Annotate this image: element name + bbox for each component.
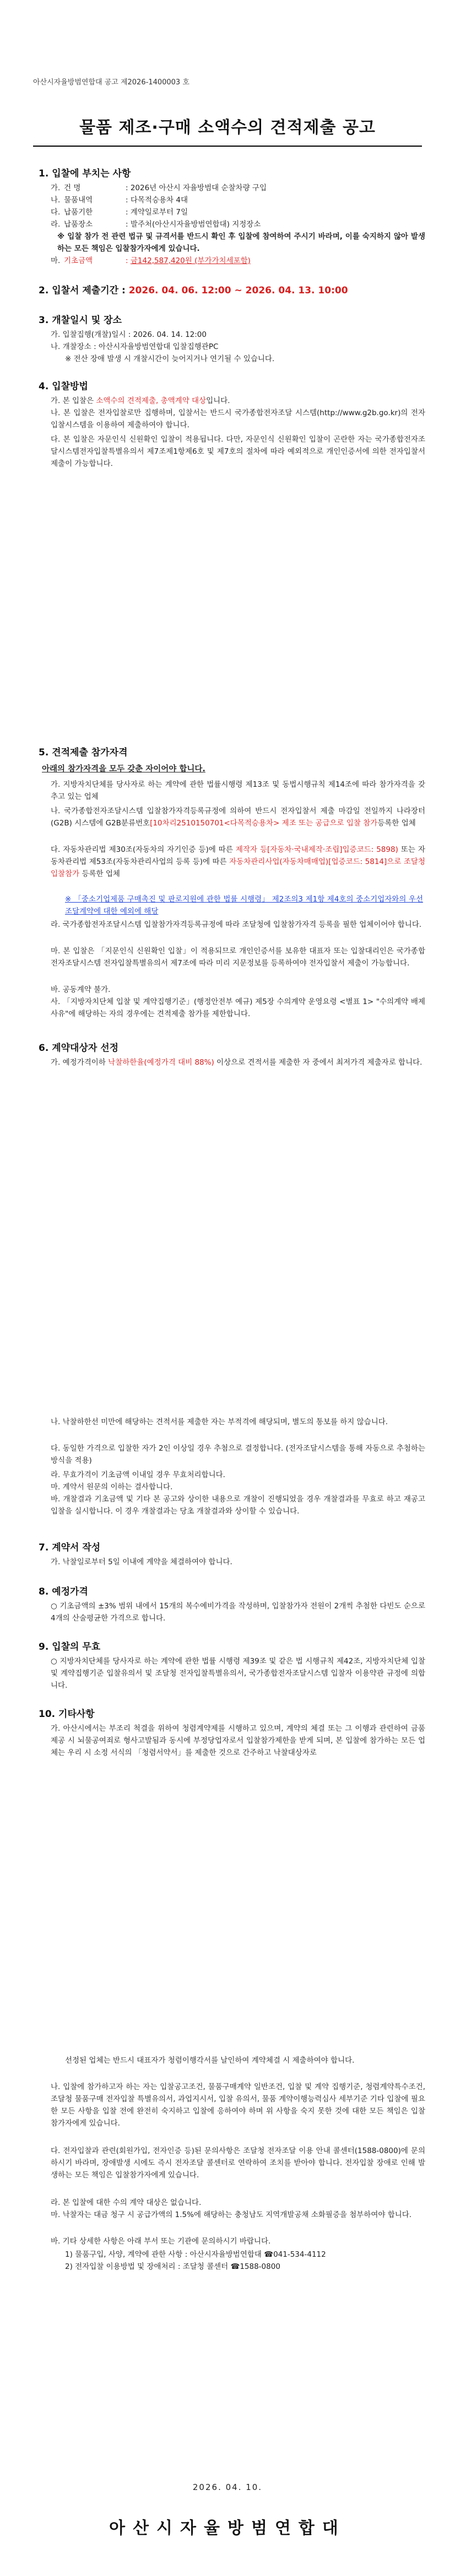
s5-item-b: 나. 국가종합전자조달시스템 입찰참가자격등록규정에 의하여 반드시 전자입찰서 제출 마감일 전일까지 나라장터(G2B) 시스템에 G2B분류번호[10차리2510150701<다목적승용차> 제조 또는 공급으로 입찰 참가등록한 업체	[51, 807, 425, 828]
submission-period: 2026. 04. 06. 12:00 ~ 2026. 04. 13. 10:00	[128, 285, 348, 296]
section-7-heading: 7. 계약서 작성	[39, 1542, 101, 1553]
s6-item-e: 마. 계약서 원문의 이하는 결사합니다.	[51, 1483, 173, 1491]
notice-date: 2026. 04. 10.	[192, 2482, 263, 2492]
issuing-organization: 아산시자율방범연합대	[109, 2519, 346, 2538]
section-8-heading: 8. 예정가격	[39, 1586, 88, 1597]
section-3-heading: 3. 개찰일시 및 장소	[39, 315, 122, 326]
s5-item-g: 사. 「지방자치단체 입찰 및 계약집행기준」(행정안전부 예규) 제5장 수의계약 운영요령 <별표 1> "수의계약 배제사유"에 해당하는 자의 경우에는 견적제출 참가를 제한합니다.	[51, 997, 425, 1018]
s1-note: ※ 입찰 참가 전 관련 법규 및 규격서를 반드시 확인 후 입찰에 참여하여 주시기 바라며, 이를 숙지하지 않아 발생하는 모든 책임은 입찰참가자에게 있습니다.	[57, 232, 425, 253]
page-title: 물품 제조·구매 소액수의 견적제출 공고	[79, 118, 376, 137]
title-divider	[33, 146, 422, 147]
s4-item-c: 다. 본 입찰은 자문인식 신원확인 입찰이 적용됩니다. 다만, 자문인식 신원확인 입찰이 곤란한 자는 국가종합전자조달시스템전자입찰특별유의서 제7조제1항제6호 및 제7호의 절차에 따라 예외적으로 개인인증서에 의한 전자입찰서 제출이 가능합니다.	[51, 435, 425, 468]
s5-item-d: 라. 국가종합전자조달시스템 입찰참가자격등록규정에 따라 조달청에 입찰참가자격 등록을 필한 업체이어야 합니다.	[51, 920, 422, 929]
s1-item-c: 다. 납품기한 : 계약일로부터 7일	[51, 208, 188, 217]
s10-contact-1: 1) 물품구입, 사양, 계약에 관한 사항 : 아산시자율방범연합대 ☎041-534-4112	[65, 2250, 326, 2259]
section-4-heading: 4. 입찰방법	[39, 381, 88, 392]
s5-item-e: 마. 본 입찰은 「지문인식 신원확인 입찰」이 적용되므로 개인인증서를 보유한 대표자 또는 입찰대리인은 국가종합전자조달시스템 전자입찰특별유의서 제7조에 따라 미리 지문정보를 등록하여야 전자입찰서 제출이 가능합니다.	[51, 947, 425, 968]
s3-item-b: 나. 개찰장소 : 아산시자율방범연합대 입찰집행관PC	[51, 342, 219, 351]
s10-item-a-cont: 선정된 업체는 반드시 대표자가 청렴이행각서를 날인하여 계약체결 시 제출하여야 합니다.	[65, 2056, 355, 2065]
s10-item-d: 라. 본 입찰에 대한 수의 계약 대상은 없습니다.	[51, 2198, 202, 2207]
s6-item-d: 라. 무효가격이 기초금액 이내일 경우 무효처리합니다.	[51, 1471, 225, 1479]
s10-item-e: 마. 낙찰자는 대금 청구 시 공급가액의 1.5%에 해당하는 충청남도 지역개발공채 소화필증을 첨부하여야 합니다.	[51, 2210, 412, 2219]
section-2-heading: 2. 입찰서 제출기간 : 2026. 04. 06. 12:00 ~ 2026. 04. 13. 10:00	[39, 285, 348, 296]
s5-item-f: 바. 공동계약 불가.	[51, 985, 111, 994]
s5-item-c: 다. 자동차관리법 제30조(자동차의 자기인증 등)에 따른 제작자 등[자동차·국내제작·조립]입증코드: 5898) 또는 자동차관리법 제53조(자동차관리사업의 등록 등)에 따른 자동차관리사업(자동차매매업)[업증코드: 5814]으로 조달청 입찰참가 등록한 업체	[51, 845, 425, 878]
section-5-heading: 5. 견적제출 참가자격	[39, 747, 128, 758]
s6-item-b: 나. 낙찰하한선 미만에 해당하는 견적서를 제출한 자는 부적격에 해당되며, 별도의 통보를 하지 않습니다.	[51, 1418, 388, 1426]
s3-note: ※ 전산 장애 발생 시 개찰시간이 늦어지거나 연기될 수 있습니다.	[65, 355, 275, 363]
s6-item-a: 가. 예정가격이하 낙찰하한율(예정가격 대비 88%) 이상으로 견적서를 제출한 자 중에서 최저가격 제출자로 합니다.	[51, 1058, 422, 1067]
notice-number: 아산시자율방범연합대 공고 제2026-1400003 호	[33, 78, 189, 87]
s9-item-a: ○ 지방자치단체를 당사자로 하는 계약에 관한 법률 시행령 제39조 및 같은 법 시행규칙 제42조, 지방자치단체 입찰 및 계약집행기준 입찰유의서 및 조달청 전자입찰특별유의서, 국가종합전자조달시스템 입찰자 이용약관 규정에 의합니다.	[51, 1657, 425, 1690]
s6-item-f: 바. 개찰결과 기초금액 및 기타 본 공고와 상이한 내용으로 개찰이 진행되었을 경우 개찰결과를 무효로 하고 재공고 입찰을 실시합니다. 이 경우 개찰결과는 당초 개찰결과와 상이할 수 있습니다.	[51, 1495, 425, 1516]
s1-item-b: 나. 물품내역 : 다목적승용차 4대	[51, 196, 188, 205]
s5-item-a: 가. 지방자치단체를 당사자로 하는 계약에 관한 법률시행령 제13조 및 동법시행규칙 제14조에 따라 참가자격을 갖추고 있는 업체	[51, 780, 425, 801]
s10-item-f: 바. 기타 상세한 사항은 아래 부서 또는 기관에 문의하시기 바랍니다.	[51, 2237, 271, 2246]
s1-item-d: 라. 납품장소 : 발주처(아산시자율방범연합대) 지정장소	[51, 220, 261, 229]
s10-item-c: 다. 전자입찰과 관련(회원가입, 전자인증 등)된 문의사항은 조달청 전자조달 이용 안내 콜센터(1588-0800)에 문의하시기 바라며, 장애발생 시에도 즉시 전자조달 콜센터로 연락하여 조치를 받아야 합니다. 전자입찰 장애로 인해 발생하는 모든 책임은 입찰참가자에게 있습니다.	[51, 2146, 425, 2180]
section-1-heading: 1. 입찰에 부치는 사항	[39, 168, 131, 179]
s10-item-a: 가. 아산시에서는 부조리 척결을 위하여 청렴계약제를 시행하고 있으며, 계약의 체결 또는 그 이행과 관련하여 금품제공 시 뇌물공여죄로 형사고발됨과 동시에 부정당업자로서 입찰참가제한을 받게 되며, 본 입찰에 참가하는 모든 업체는 우리 시 소정 서식의 「청렴서약서」를 제출한 것으로 간주하고 낙찰대상자로	[51, 1724, 425, 1757]
s3-item-a: 가. 입찰집행(개찰)일시 : 2026. 04. 14. 12:00	[51, 330, 207, 339]
s6-item-c: 다. 동일한 가격으로 입찰한 자가 2인 이상일 경우 추첨으로 결정합니다. (전자조달시스템을 통해 자동으로 추첨하는 방식을 적용)	[51, 1444, 425, 1465]
s5-lead: 아래의 참가자격을 모두 갖춘 자이어야 합니다.	[42, 765, 205, 774]
s10-item-b: 나. 입찰에 참가하고자 하는 자는 입찰공고조건, 물품구매계약 일반조건, 입찰 및 계약 집행기준, 청렴계약특수조건, 조달청 물품구매 전자입찰 특별유의서, 과업지시서, 입찰 유의서, 물품 계약이행능력심사 세부기준 기타 입찰에 필요한 모든 사항을 입찰 전에 완전히 숙지하고 입찰에 응하여야 하며 위 사항을 숙지 못한 것에 대한 모든 책임은 입찰 참가자에게 있습니다.	[51, 2083, 425, 2128]
section-10-heading: 10. 기타사항	[39, 1709, 95, 1720]
section-9-heading: 9. 입찰의 무효	[39, 1641, 101, 1652]
section-6-heading: 6. 계약대상자 선정	[39, 1043, 119, 1054]
s1-base-price: 마. 기초금액 : 금142,587,420원 (부가가치세포함)	[51, 256, 251, 265]
s10-contact-2: 2) 전자입찰 이용방법 및 장애처리 : 조달청 콜센터 ☎1588-0800	[65, 2262, 280, 2271]
s7-item-a: 가. 낙찰일로부터 5일 이내에 계약을 체결하여야 합니다.	[51, 1558, 232, 1566]
s5-note: ※ 「중소기업제품 구매촉진 및 판로지원에 관한 법률 시행령」 제2조의3 제1항 제4호의 중소기업자와의 우선조달계약에 대한 예외에 해당	[65, 895, 423, 916]
s8-item-a: ○ 기초금액의 ±3% 범위 내에서 15개의 복수예비가격을 작성하며, 입찰참가자 전원이 2개씩 추첨한 다빈도 순으로 4개의 산술평균한 가격으로 합니다.	[51, 1602, 425, 1623]
s4-item-a: 가. 본 입찰은 소액수의 견적제출, 총액계약 대상입니다.	[51, 396, 230, 405]
s1-item-a: 가. 건 명 : 2026년 아산시 자율방범대 순찰차량 구입	[51, 184, 267, 192]
s4-item-b: 나. 본 입찰은 전자입찰로만 집행하며, 입찰서는 반드시 국가종합전자조달 시스템(http://www.g2b.go.kr)의 전자입찰시스템을 이용하여 제출하여야 합니다.	[51, 409, 425, 430]
